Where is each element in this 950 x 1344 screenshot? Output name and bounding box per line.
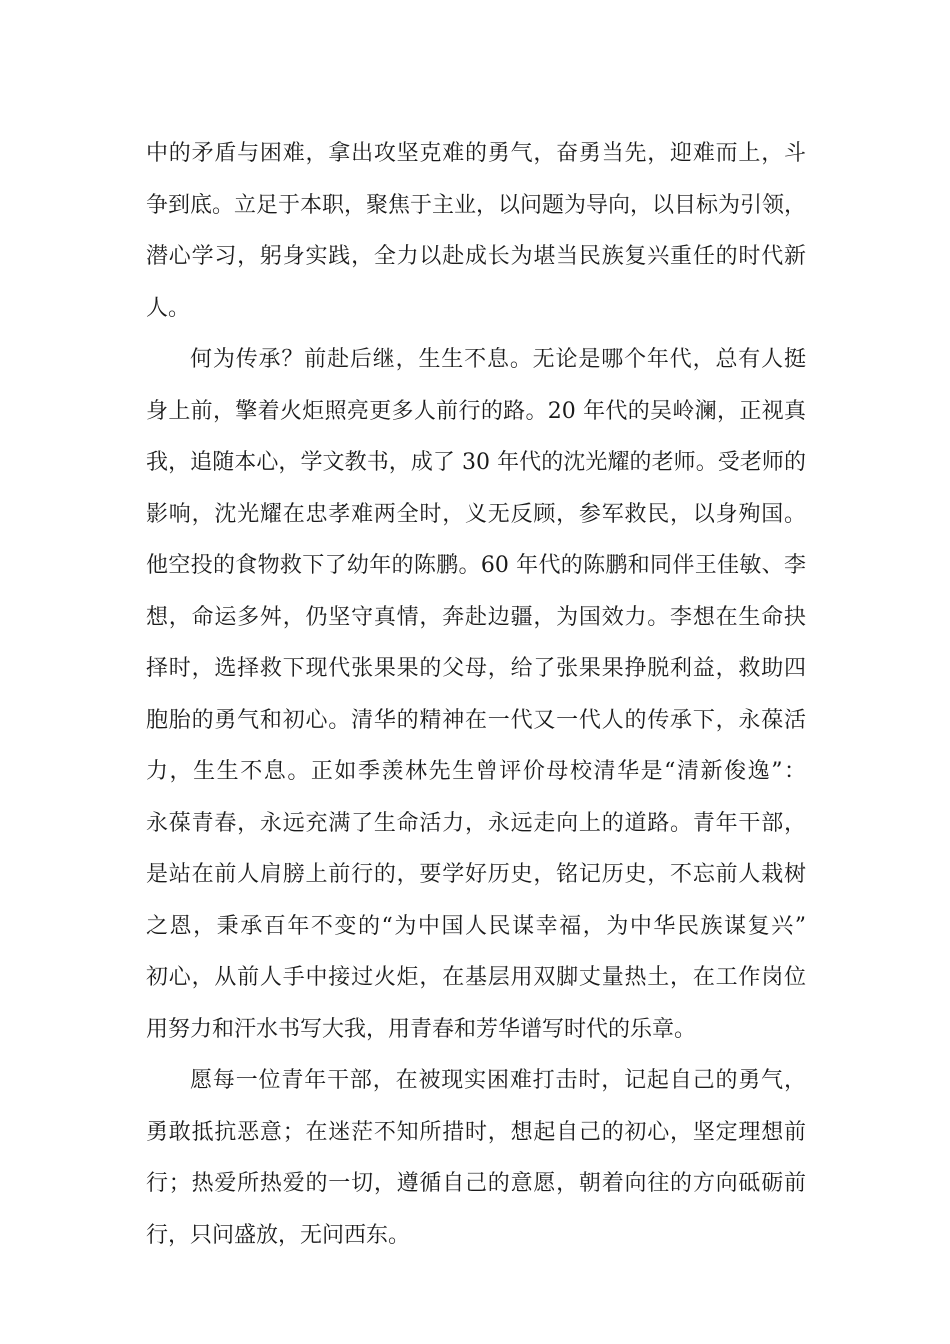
text-line: 永葆青春，永远充满了生命活力，永远走向上的道路。青年干部， (146, 810, 806, 836)
text-line: 用努力和汗水书写大我，用青春和芳华谱写时代的乐章。 (146, 1016, 697, 1042)
text-line: 初心，从前人手中接过火炬，在基层用双脚丈量热土，在工作岗位 (146, 965, 806, 990)
text-line: 胞胎的勇气和初心。清华的精神在一代又一代人的传承下，永葆活 (146, 707, 806, 733)
text-line: 是站在前人肩膀上前行的，要学好历史，铭记历史，不忘前人栽树 (146, 862, 806, 887)
text-line: 何为传承？前赴后继，生生不息。无论是哪个年代，总有人挺 (190, 347, 806, 372)
text-line: 勇敢抵抗恶意；在迷茫不知所措时，想起自己的初心，坚定理想前 (146, 1119, 806, 1145)
text-line: 力，生生不息。正如季羡林先生曾评价母校清华是“清新俊逸”： (146, 759, 806, 784)
text-line: 想，命运多舛，仍坚守真情，奔赴边疆，为国效力。李想在生命抉 (146, 604, 806, 630)
text-line: 我，追随本心，学文教书，成了 30 年代的沈光耀的老师。受老师的 (146, 450, 806, 475)
text-line: 择时，选择救下现代张果果的父母，给了张果果挣脱利益，救助四 (146, 656, 806, 681)
text-line: 潜心学习，躬身实践，全力以赴成长为堪当民族复兴重任的时代新 (146, 244, 806, 269)
paragraph-2 (146, 334, 806, 1055)
text-line: 愿每一位青年干部，在被现实困难打击时，记起自己的勇气， (190, 1068, 806, 1093)
text-line: 影响，沈光耀在忠孝难两全时，义无反顾，参军救民，以身殉国。 (146, 501, 806, 527)
text-line: 人。 (146, 295, 191, 321)
text-line: 争到底。立足于本职，聚焦于主业，以问题为导向，以目标为引领， (146, 192, 807, 218)
text-line: 身上前，擎着火炬照亮更多人前行的路。20 年代的吴岭澜，正视真 (146, 398, 806, 424)
paragraph-1 (146, 128, 806, 334)
text-line: 行，只问盛放，无问西东。 (146, 1222, 411, 1248)
text-line: 行；热爱所热爱的一切，遵循自己的意愿，朝着向往的方向砥砺前 (146, 1171, 806, 1196)
text-line: 他空投的食物救下了幼年的陈鹏。60 年代的陈鹏和同伴王佳敏、李 (146, 553, 806, 578)
paragraph-3 (146, 1055, 806, 1261)
text-line: 中的矛盾与困难，拿出攻坚克难的勇气，奋勇当先，迎难而上，斗 (146, 141, 806, 166)
text-line: 之恩，秉承百年不变的“为中国人民谋幸福，为中华民族谋复兴” (146, 913, 806, 939)
document-body (146, 128, 806, 1261)
